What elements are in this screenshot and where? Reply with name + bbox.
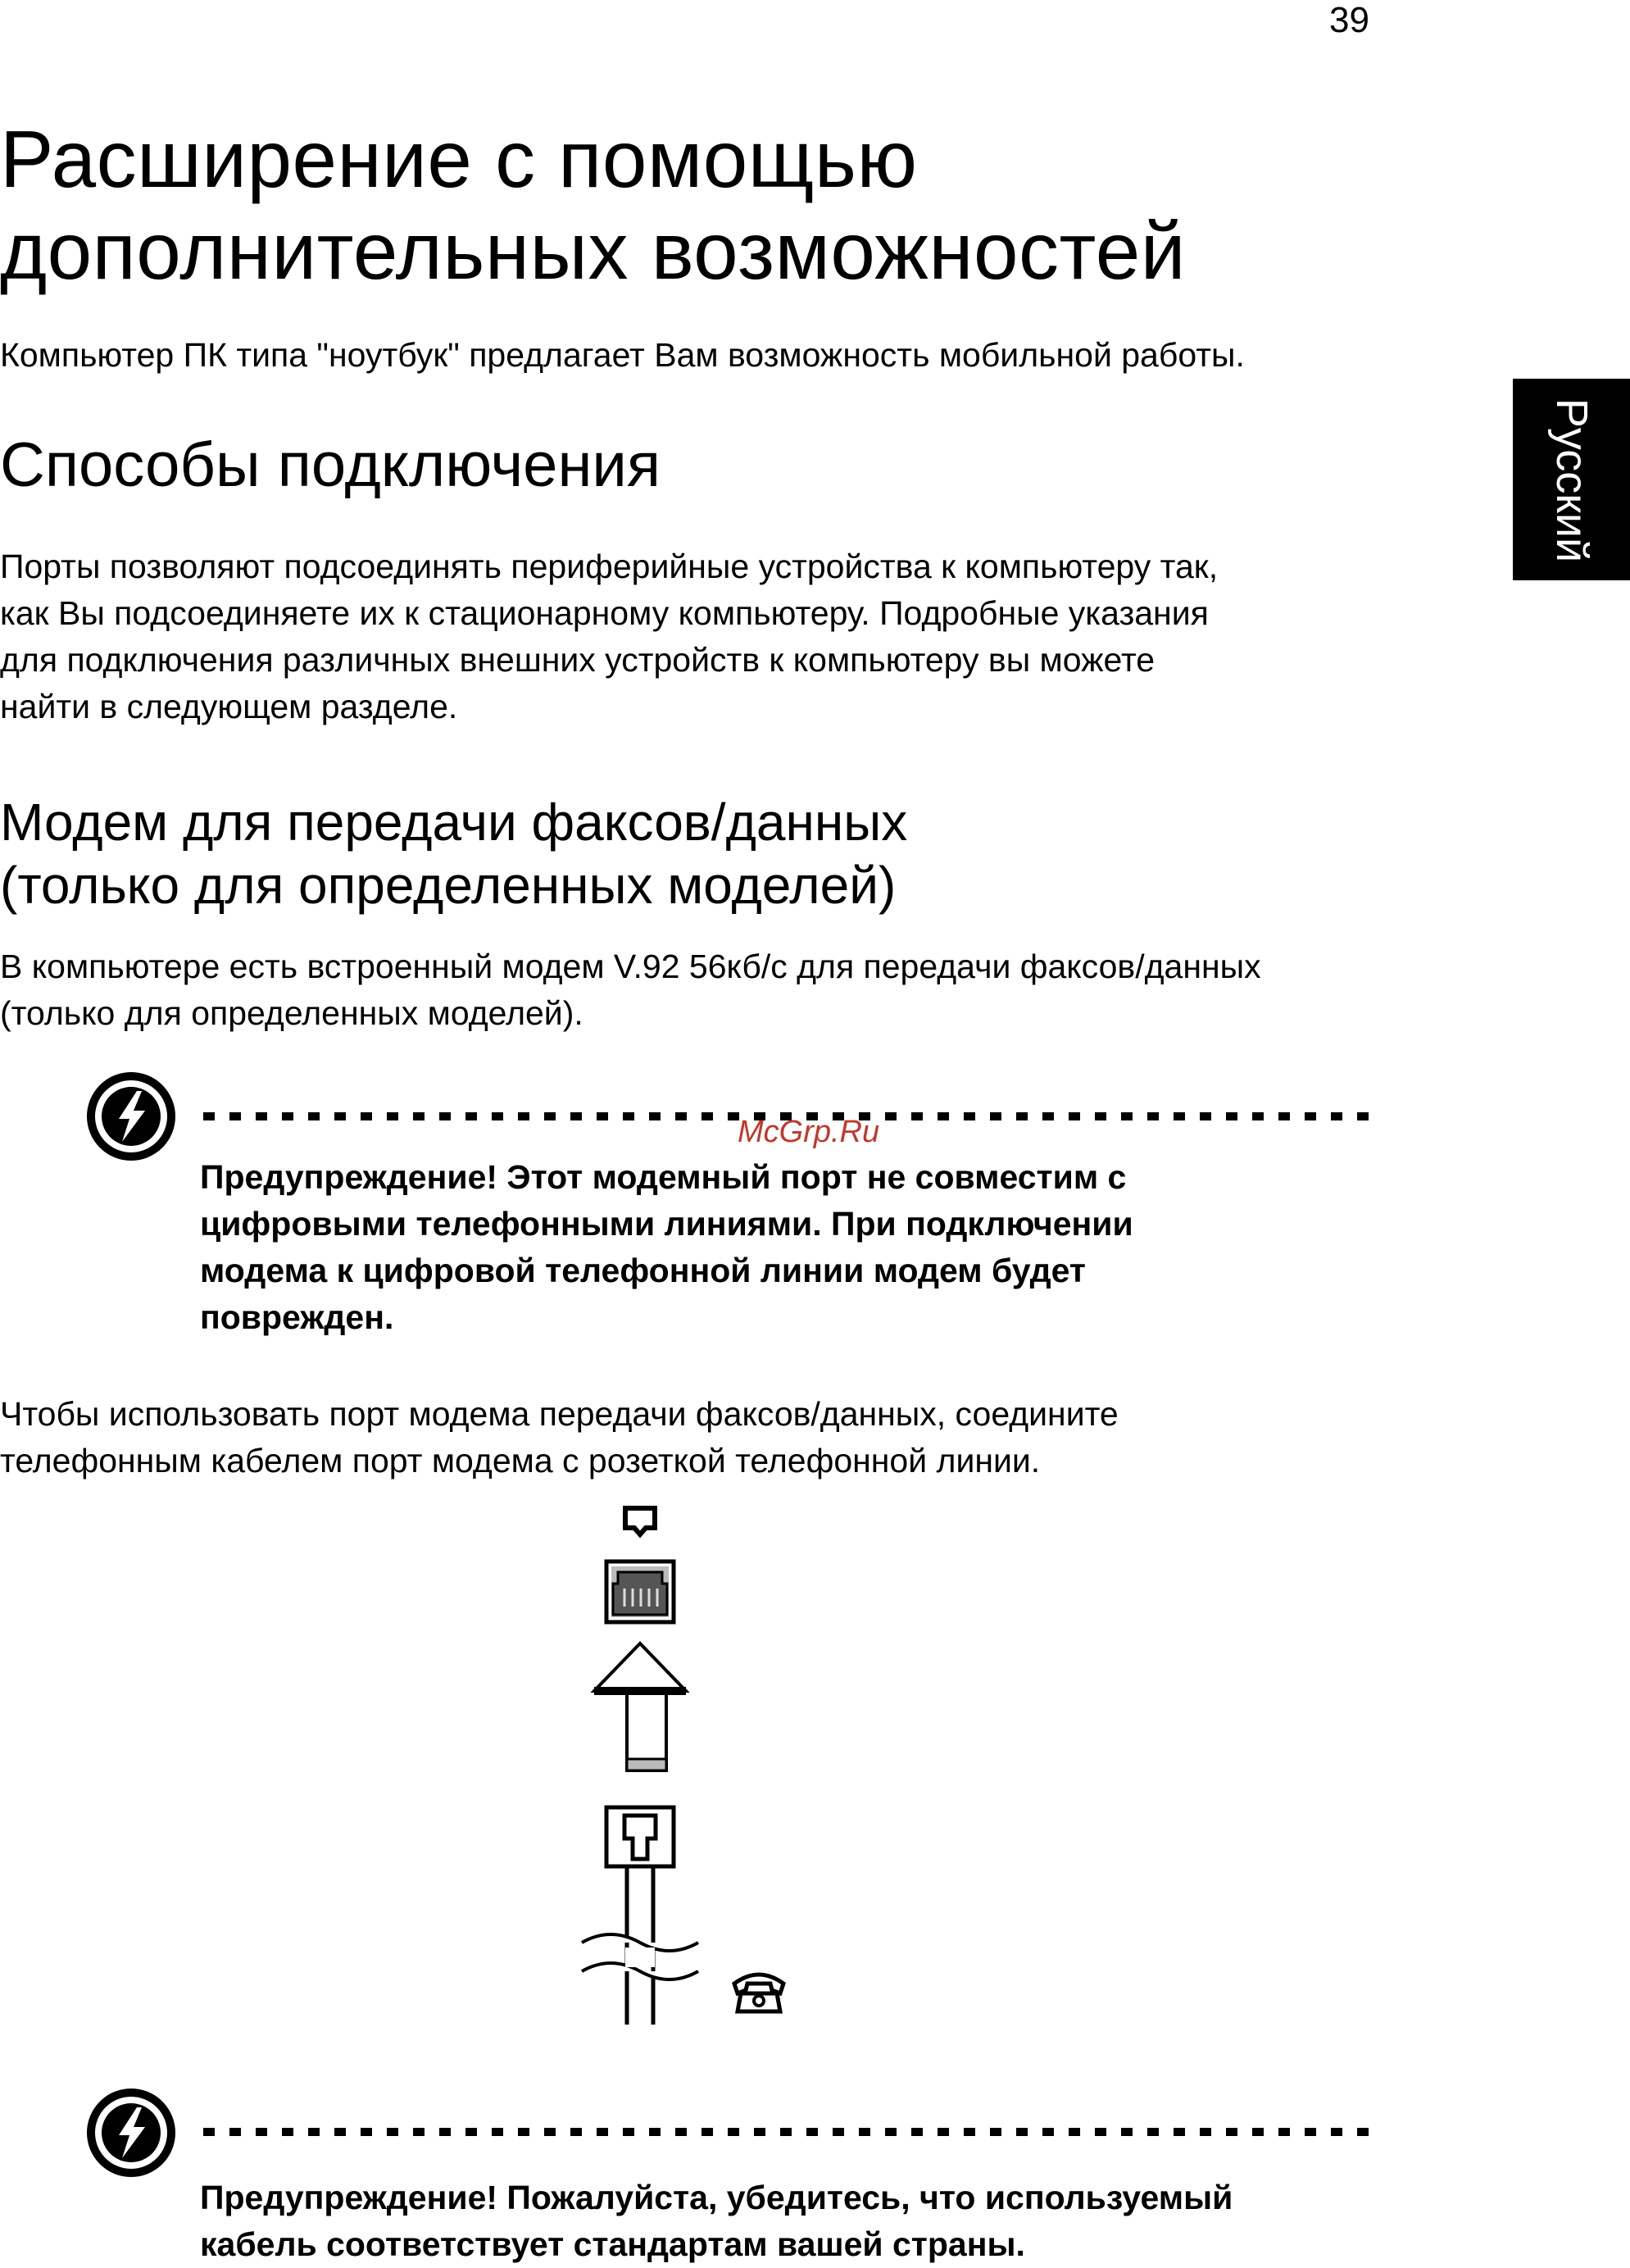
intro-text: Компьютер ПК типа "ноутбук" предлагает Вам возможность мобильной работы. bbox=[0, 336, 1245, 374]
warning-line: цифровыми телефонными линиями. При подключении bbox=[200, 1205, 1133, 1243]
paragraph-line: Чтобы использовать порт модема передачи факсов/данных, соедините bbox=[0, 1395, 1119, 1433]
modem-paragraph bbox=[0, 943, 1393, 1037]
watermark: McGrp.Ru bbox=[738, 1115, 880, 1149]
usage-paragraph bbox=[0, 1391, 1393, 1484]
rj11-plug-icon bbox=[606, 1807, 674, 2025]
warning-text bbox=[200, 2175, 1388, 2268]
warning-text bbox=[200, 1154, 1388, 1341]
dashed-separator bbox=[203, 2127, 1383, 2137]
rj11-port-icon bbox=[606, 1561, 674, 1622]
modem-heading-line1: Модем для передачи факсов/данных bbox=[0, 793, 908, 852]
telephone-icon bbox=[734, 1975, 783, 2011]
warning-line: Предупреждение! Пожалуйста, убедитесь, что используемый bbox=[200, 2179, 1233, 2216]
up-arrow-icon bbox=[594, 1643, 686, 1770]
modem-heading bbox=[0, 791, 907, 917]
section-paragraph bbox=[0, 543, 1393, 730]
language-tab bbox=[1513, 379, 1630, 580]
paragraph-line: В компьютере есть встроенный модем V.92 56кб/с для передачи факсов/данных bbox=[0, 948, 1261, 985]
paragraph-line: Порты позволяют подсоединять периферийные устройства к компьютеру так, bbox=[0, 548, 1219, 585]
paragraph-line: как Вы подсоединяете их к стационарному компьютеру. Подробные указания bbox=[0, 594, 1209, 632]
warning-line: модема к цифровой телефонной линии модем будет bbox=[200, 1252, 1086, 1289]
warning-lightning-icon bbox=[86, 1071, 176, 1161]
paragraph-line: для подключения различных внешних устройств к компьютеру вы можете bbox=[0, 641, 1156, 679]
cable-break-icon bbox=[582, 1934, 698, 1979]
warning-line: кабель соответствует стандартам вашей страны. bbox=[200, 2225, 1025, 2263]
language-tab-label: Русский bbox=[1547, 398, 1596, 563]
paragraph-line: (только для определенных моделей). bbox=[0, 994, 583, 1032]
section-heading: Способы подключения bbox=[0, 430, 661, 500]
page-title-line1: Расширение с помощью bbox=[0, 114, 918, 204]
modem-heading-line2: (только для определенных моделей) bbox=[0, 856, 897, 915]
page-number: 39 bbox=[1329, 0, 1369, 40]
page-title-line2: дополнительных возможностей bbox=[0, 206, 1186, 296]
paragraph-line: найти в следующем разделе. bbox=[0, 688, 458, 725]
paragraph-line: телефонным кабелем порт модема с розеткой телефонной линии. bbox=[0, 1442, 1041, 1479]
warning-lightning-icon bbox=[86, 2088, 176, 2178]
modem-symbol-icon bbox=[625, 1508, 655, 1534]
warning-line: Предупреждение! Этот модемный порт не совместим с bbox=[200, 1158, 1127, 1196]
page-title bbox=[0, 113, 1186, 297]
modem-connection-figure bbox=[565, 1492, 836, 2049]
warning-line: поврежден. bbox=[200, 1298, 394, 1336]
